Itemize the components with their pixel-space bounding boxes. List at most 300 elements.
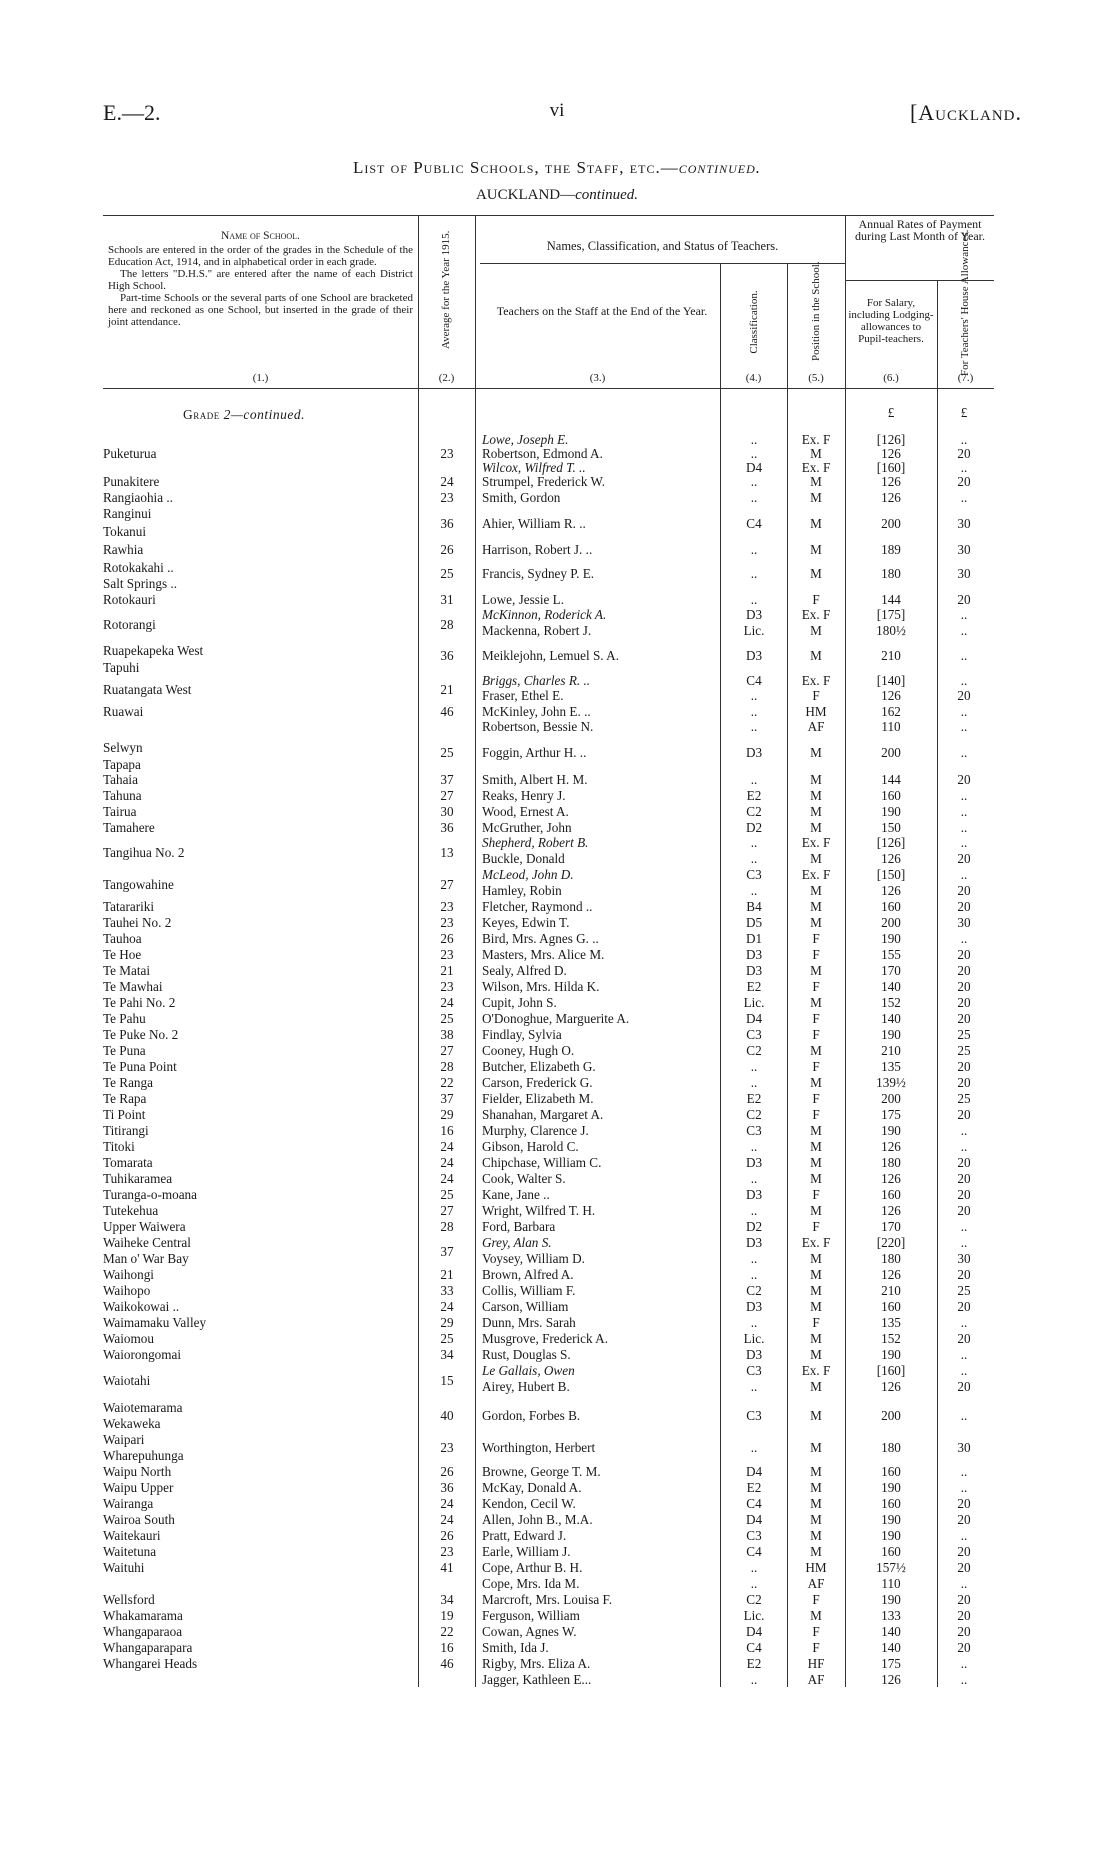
classification: D4 [745,1011,763,1026]
teacher-name: Francis, Sydney P. E. [482,566,595,581]
average-attendance: 21 [440,682,454,697]
classification: E2 [746,1656,762,1671]
classification: .. [750,1267,758,1282]
position: F [812,1315,820,1330]
position: F [812,1011,820,1026]
teacher-name: Reaks, Henry J. [482,788,566,803]
classification: .. [750,1059,758,1074]
house-allowance: 20 [957,1592,971,1607]
teacher-name: Cook, Walter S. [482,1171,566,1186]
classification: C2 [746,1043,762,1058]
house-allowance: 30 [957,516,971,531]
school-name: Waiomou [103,1331,154,1346]
position: M [810,1512,822,1527]
position: M [810,820,822,835]
salary-currency: £ [887,405,895,420]
teacher-name: McKay, Donald A. [482,1480,582,1495]
classification: C3 [746,867,762,882]
salary: 126 [881,883,901,898]
school-name: Te Puke No. 2 [103,1027,179,1042]
teacher-name: Kendon, Cecil W. [482,1496,576,1511]
salary: 190 [881,1480,901,1495]
position: M [810,745,822,760]
table-row [0,1187,1114,1203]
average-attendance: 25 [440,1011,454,1026]
col6-header: For Salary, including Lodging-allowances to Pupil-teachers. [848,297,934,345]
school-name: Te Rapa [103,1091,147,1106]
teacher-name: Cooney, Hugh O. [482,1043,575,1058]
average-attendance: 37 [440,1244,454,1259]
classification: D3 [745,607,763,622]
teacher-name: Rigby, Mrs. Eliza A. [482,1656,591,1671]
table-row [0,1624,1114,1640]
classification: .. [750,1171,758,1186]
school-name: Wairoa South [103,1512,175,1527]
school-name: Te Matai [103,963,151,978]
school-name: Rotokakahi .. [103,560,174,575]
salary: [160] [876,1363,906,1378]
teacher-name: Ford, Barbara [482,1219,556,1234]
house-allowance: .. [960,745,968,760]
teacher-name: Lowe, Joseph E. [482,432,569,447]
average-attendance: 36 [440,516,454,531]
house-allowance: 20 [957,979,971,994]
position: M [810,995,822,1010]
teacher-name: Gordon, Forbes B. [482,1408,581,1423]
salary: 144 [881,592,901,607]
school-name: Waipu Upper [103,1480,174,1495]
average-attendance: 19 [440,1608,454,1623]
school-name: Waiotemarama [103,1400,183,1415]
position: M [810,446,822,461]
salary: 175 [881,1107,901,1122]
position: M [810,648,822,663]
house-allowance: 30 [957,566,971,581]
position: M [810,1480,822,1495]
teacher-name: Mackenna, Robert J. [482,623,592,638]
table-row [0,1448,1114,1464]
house-allowance: 20 [957,1187,971,1202]
position: HM [805,704,827,719]
classification: C4 [746,516,762,531]
classification: C3 [746,1027,762,1042]
teacher-name: Masters, Mrs. Alice M. [482,947,605,962]
average-attendance: 25 [440,1187,454,1202]
classification: D3 [745,1155,763,1170]
position: M [810,490,822,505]
average-attendance: 27 [440,1043,454,1058]
salary: 126 [881,474,901,489]
school-name: Upper Waiwera [103,1219,186,1234]
school-name: Tahuna [103,788,142,803]
position: M [810,1171,822,1186]
house-allowance: .. [960,1464,968,1479]
salary: [126] [876,835,906,850]
school-name: Salt Springs .. [103,576,178,591]
position: M [810,1251,822,1266]
teacher-name: Gibson, Harold C. [482,1139,579,1154]
col2-number: (2.) [438,372,455,384]
classification: D3 [745,1235,763,1250]
salary: 126 [881,1139,901,1154]
salary: 200 [881,516,901,531]
region-label: [Auckland. [909,100,1022,125]
teacher-name: Findlay, Sylvia [482,1027,562,1042]
position: M [810,1043,822,1058]
table-row [0,576,1114,592]
teacher-name: Browne, George T. M. [482,1464,601,1479]
classification: C3 [746,1408,762,1423]
average-attendance: 28 [440,1059,454,1074]
table-row [0,1608,1114,1624]
salary: 126 [881,1171,901,1186]
table-row [0,1560,1114,1576]
table-row [0,931,1114,947]
classification: Lic. [743,1608,765,1623]
position: M [810,623,822,638]
salary: [160] [876,460,906,475]
salary: 190 [881,804,901,819]
house-allowance: 20 [957,1075,971,1090]
average-attendance: 26 [440,1528,454,1543]
payment-group-rule [845,280,994,281]
house-allowance: .. [960,1656,968,1671]
position: M [810,963,822,978]
classification: D2 [745,1219,763,1234]
classification: D3 [745,963,763,978]
teacher-name: Earle, William J. [482,1544,571,1559]
salary: 135 [881,1059,901,1074]
classification: D4 [745,1624,763,1639]
salary: 180 [881,1155,901,1170]
average-attendance: 15 [440,1373,454,1388]
classification: .. [750,1560,758,1575]
table-row [0,1640,1114,1656]
teacher-name: Lowe, Jessie L. [482,592,565,607]
school-name: Rotokauri [103,592,156,607]
salary: 110 [881,1576,901,1591]
table-top-rule [103,215,994,216]
school-name: Punakitere [103,474,160,489]
position: M [810,1203,822,1218]
house-allowance: 20 [957,1299,971,1314]
position: F [812,1027,820,1042]
classification: C3 [746,1528,762,1543]
table-row [0,1219,1114,1235]
salary: 160 [881,1464,901,1479]
col7-title: For Teachers' House Allowances. [959,229,971,376]
classification: C3 [746,1123,762,1138]
house-allowance: 30 [957,1251,971,1266]
classification: .. [750,446,758,461]
school-name: Waiheke Central [103,1235,191,1250]
school-name: Te Ranga [103,1075,153,1090]
col1-number: (1.) [252,372,269,384]
classification: .. [750,883,758,898]
classification: .. [750,835,758,850]
position: Ex. F [801,432,831,447]
average-attendance: 34 [440,1592,454,1607]
school-name: Wairanga [103,1496,154,1511]
table-row [0,1267,1114,1283]
average-attendance: 37 [440,1091,454,1106]
house-currency: £ [960,405,968,420]
teacher-name: Brown, Alfred A. [482,1267,574,1282]
position: F [812,1219,820,1234]
table-row [0,1171,1114,1187]
house-allowance: 20 [957,688,971,703]
average-attendance: 16 [440,1123,454,1138]
school-name: Rawhia [103,542,144,557]
school-name: Waituhi [103,1560,145,1575]
salary: 190 [881,931,901,946]
school-name: Tamahere [103,820,155,835]
subtitle-continued: continued. [575,187,639,203]
position: F [812,1624,820,1639]
table-row [0,1544,1114,1560]
average-attendance: 25 [440,745,454,760]
teacher-name: Allen, John B., M.A. [482,1512,593,1527]
salary: [150] [876,867,906,882]
col3-group-header: Names, Classification, and Status of Teachers. [546,239,779,253]
average-attendance: 29 [440,1315,454,1330]
position: M [810,1528,822,1543]
school-name: Titoki [103,1139,135,1154]
classification: C4 [746,1496,762,1511]
position: M [810,566,822,581]
table-row [0,820,1114,836]
position: F [812,1059,820,1074]
salary: 157½ [876,1560,906,1575]
teacher-name: Smith, Albert H. M. [482,772,588,787]
position: AF [807,719,825,734]
house-allowance: .. [960,1139,968,1154]
table-row [0,1416,1114,1432]
house-allowance: 20 [957,1496,971,1511]
house-allowance: 20 [957,1267,971,1282]
position: F [812,1592,820,1607]
position: M [810,1347,822,1362]
house-allowance: 30 [957,915,971,930]
house-allowance: .. [960,1219,968,1234]
classification: D3 [745,1347,763,1362]
house-allowance: 20 [957,995,971,1010]
position: AF [807,1672,825,1687]
table-row [0,1347,1114,1363]
salary: 126 [881,446,901,461]
school-name: Tuhikaramea [103,1171,173,1186]
classification: D4 [745,1512,763,1527]
average-attendance: 23 [440,915,454,930]
teacher-name: Kane, Jane .. [482,1187,550,1202]
house-allowance: 20 [957,1544,971,1559]
teacher-name: Wilcox, Wilfred T. .. [482,460,586,475]
position: M [810,915,822,930]
teacher-name: Carson, William [482,1299,569,1314]
classification: D3 [745,1299,763,1314]
average-attendance: 36 [440,1480,454,1495]
house-allowance: .. [960,1672,968,1687]
house-allowance: .. [960,490,968,505]
house-allowance: 30 [957,1440,971,1455]
table-row [0,1011,1114,1027]
teacher-name: Foggin, Arthur H. .. [482,745,587,760]
house-allowance: .. [960,648,968,663]
salary: 126 [881,1267,901,1282]
position: Ex. F [801,673,831,688]
school-name: Waihopo [103,1283,151,1298]
house-allowance: 25 [957,1283,971,1298]
school-name: Te Hoe [103,947,142,962]
table-row [0,1075,1114,1091]
teacher-name: Ferguson, William [482,1608,580,1623]
classification: C2 [746,1592,762,1607]
teacher-name: Musgrove, Frederick A. [482,1331,608,1346]
house-allowance: 20 [957,1331,971,1346]
teacher-name: Smith, Gordon [482,490,561,505]
salary: [175] [876,607,906,622]
position: F [812,1640,820,1655]
classification: Lic. [743,1331,765,1346]
position: F [812,979,820,994]
position: Ex. F [801,1363,831,1378]
house-allowance: 20 [957,1171,971,1186]
teacher-name: Grey, Alan S. [482,1235,552,1250]
house-allowance: 20 [957,1059,971,1074]
title-continued: continued. [678,158,761,177]
average-attendance: 36 [440,648,454,663]
teacher-name: Robertson, Edmond A. [482,446,603,461]
house-allowance: 20 [957,963,971,978]
classification: D4 [745,1464,763,1479]
school-name: Ti Point [103,1107,146,1122]
table-row [0,1528,1114,1544]
table-row [0,719,1114,735]
average-attendance: 41 [440,1560,454,1575]
average-attendance: 34 [440,1347,454,1362]
col1-header [108,230,413,328]
average-attendance: 21 [440,1267,454,1282]
table-row [0,1059,1114,1075]
classification: .. [750,1672,758,1687]
currency-row [0,405,1114,421]
house-allowance: .. [960,1123,968,1138]
classification: C3 [746,1363,762,1378]
position: M [810,1496,822,1511]
teacher-name: McKinley, John E. .. [482,704,591,719]
col6-number: (6.) [883,372,899,384]
table-row [0,1496,1114,1512]
school-name: Ruapekapeka West [103,643,204,658]
house-allowance: 25 [957,1027,971,1042]
grade-value: 2—continued. [223,407,305,422]
salary: 126 [881,851,901,866]
classification: .. [750,1139,758,1154]
school-name: Ruatangata West [103,682,192,697]
average-attendance: 22 [440,1624,454,1639]
classification: D5 [745,915,763,930]
salary: 170 [881,963,901,978]
house-allowance: 20 [957,1203,971,1218]
average-attendance: 23 [440,1440,454,1455]
house-allowance: .. [960,1408,968,1423]
salary: 133 [881,1608,901,1623]
classification: .. [750,704,758,719]
salary: 140 [881,1011,901,1026]
salary: 210 [881,1283,901,1298]
position: M [810,1379,822,1394]
average-attendance: 46 [440,1656,454,1671]
position: F [812,1091,820,1106]
classification: .. [750,851,758,866]
school-name: Tapapa [103,757,141,772]
average-attendance: 24 [440,1139,454,1154]
table-row [0,474,1114,490]
position: M [810,788,822,803]
table-row [0,1672,1114,1688]
school-name: Tauhei No. 2 [103,915,172,930]
house-allowance: 20 [957,1155,971,1170]
classification: C4 [746,1640,762,1655]
table-row [0,915,1114,931]
col5-header [810,261,822,361]
average-attendance: 36 [440,820,454,835]
average-attendance: 38 [440,1027,454,1042]
school-name: Wekaweka [103,1416,161,1431]
table-row [0,947,1114,963]
teacher-name: Rust, Douglas S. [482,1347,571,1362]
salary: 180 [881,1251,901,1266]
teacher-name: Hamley, Robin [482,883,562,898]
salary: 189 [881,542,901,557]
teacher-name: Cupit, John S. [482,995,557,1010]
teacher-name: Voysey, William D. [482,1251,585,1266]
average-attendance: 24 [440,1496,454,1511]
school-name: Waikokowai .. [103,1299,180,1314]
school-name: Turanga-o-moana [103,1187,197,1202]
school-name: Whangarei Heads [103,1656,198,1671]
position: M [810,474,822,489]
school-name: Waiorongomai [103,1347,182,1362]
house-allowance: 20 [957,1379,971,1394]
col4-number: (4.) [745,372,762,384]
average-attendance: 29 [440,1107,454,1122]
col2-title: Average for the Year 1915. [440,230,452,349]
salary: 144 [881,772,901,787]
teacher-name: Keyes, Edwin T. [482,915,570,930]
salary: 190 [881,1592,901,1607]
teacher-name: Smith, Ida J. [482,1640,549,1655]
table-row [0,1315,1114,1331]
house-allowance: 20 [957,772,971,787]
col3-header: Teachers on the Staff at the End of the Year. [496,304,708,318]
school-name: Tatarariki [103,899,155,914]
school-name: Tapuhi [103,660,140,675]
teacher-name: Ahier, William R. .. [482,516,586,531]
table-row [0,1592,1114,1608]
table-row [0,772,1114,788]
col5-number: (5.) [808,372,824,384]
position: M [810,899,822,914]
table-row [0,899,1114,915]
col7-number: (7.) [957,372,974,384]
title-main: List of Public Schools, the Staff, etc.— [353,158,679,177]
position: F [812,1187,820,1202]
classification: D3 [745,947,763,962]
table-row [0,1576,1114,1592]
table-row [0,1331,1114,1347]
classification: D3 [745,648,763,663]
